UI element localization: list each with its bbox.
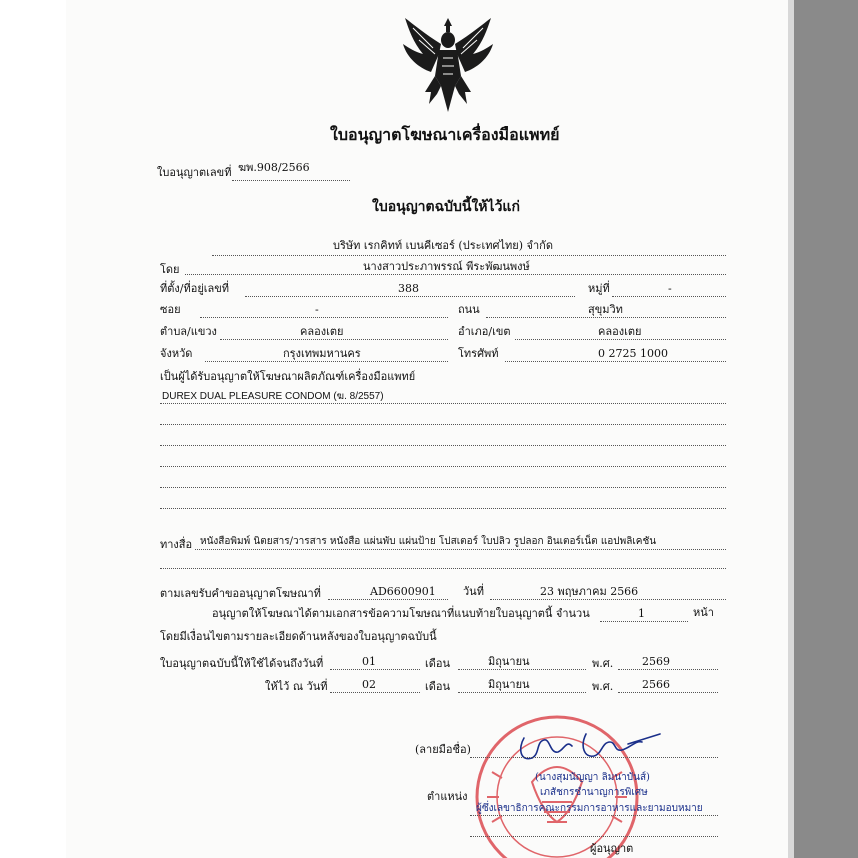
channels-value: หนังสือพิมพ์ นิตยสาร/วารสาร หนังสือ แผ่นพับ แผ่นป้าย โปสเตอร์ ใบปลิว รูปลอก อินเตอร์เน็ต แอปพลิเคชัน xyxy=(200,536,657,547)
pages-text: อนุญาตให้โฆษณาได้ตามเอกสารข้อความโฆษณาที่แนบท้ายใบอนุญาตนี้ จำนวน xyxy=(212,607,590,620)
left-margin xyxy=(0,0,64,858)
page-shadow xyxy=(788,0,794,858)
handwritten-signature-icon xyxy=(510,728,666,770)
given-month-line xyxy=(458,692,586,693)
soi-line xyxy=(200,317,448,318)
valid-month: มิถุนายน xyxy=(488,655,530,668)
issued-to-heading: ใบอนุญาตฉบับนี้ให้ไว้แก่ xyxy=(372,199,520,215)
valid-year-line xyxy=(618,669,718,670)
product-line-1 xyxy=(160,403,726,404)
license-no-label: ใบอนุญาตเลขที่ xyxy=(157,166,232,179)
given-month-label: เดือน xyxy=(425,680,451,693)
signer-name: (นางสุมนัญญา ลิมนาบันส์) xyxy=(535,772,650,783)
valid-year-label: พ.ศ. xyxy=(592,657,614,670)
by-label: โดย xyxy=(160,263,180,276)
road-value: สุขุมวิท xyxy=(588,303,623,316)
product-line-5 xyxy=(160,487,726,488)
road-label: ถนน xyxy=(458,303,480,316)
phone-value: 0 2725 1000 xyxy=(598,347,668,360)
valid-day-line xyxy=(330,669,420,670)
phone-label: โทรศัพท์ xyxy=(458,347,499,360)
company-name: บริษัท เรกคิทท์ เบนคีเซอร์ (ประเทศไทย) จำกัด xyxy=(333,239,553,252)
company-line xyxy=(212,255,726,256)
moo-line xyxy=(612,296,726,297)
address-no-label: ที่ตั้ง/ที่อยู่เลขที่ xyxy=(160,282,230,295)
amphoe-value: คลองเตย xyxy=(598,325,642,338)
amphoe-line xyxy=(515,339,726,340)
position-line-2 xyxy=(470,836,718,837)
signature-label: (ลายมือชื่อ) xyxy=(415,743,471,756)
request-date: 23 พฤษภาคม 2566 xyxy=(540,585,639,598)
given-day-line xyxy=(330,692,420,693)
product-line-4 xyxy=(160,466,726,467)
recipient-label: เป็นผู้ได้รับอนุญาตให้โฆษณาผลิตภัณฑ์เครื่องมือแพทย์ xyxy=(160,370,416,383)
signer-rank: เภสัชกรชำนาญการพิเศษ xyxy=(540,787,648,798)
address-no: 388 xyxy=(398,282,419,295)
soi-value: - xyxy=(315,303,319,316)
representative-name: นางสาวประภาพรรณ์ พีระพัฒนพงษ์ xyxy=(363,260,530,273)
representative-line xyxy=(185,274,726,275)
tambon-line xyxy=(220,339,448,340)
province-label: จังหวัด xyxy=(160,347,193,360)
product-line-3 xyxy=(160,445,726,446)
signature-line xyxy=(470,757,718,758)
road-line xyxy=(486,317,726,318)
given-label: ให้ไว้ ณ วันที่ xyxy=(265,680,328,693)
phone-line xyxy=(505,361,726,362)
province-value: กรุงเทพมหานคร xyxy=(283,347,361,360)
given-month: มิถุนายน xyxy=(488,678,530,691)
tambon-value: คลองเตย xyxy=(300,325,344,338)
valid-day: 01 xyxy=(362,655,376,668)
position-label: ตำแหน่ง xyxy=(427,790,468,803)
moo-value: - xyxy=(668,282,672,295)
product-name: DUREX DUAL PLEASURE CONDOM (ฆ. 8/2557) xyxy=(162,391,384,402)
moo-label: หมู่ที่ xyxy=(588,282,610,295)
request-date-label: วันที่ xyxy=(463,585,484,598)
given-year-label: พ.ศ. xyxy=(592,680,614,693)
tambon-label: ตำบล/แขวง xyxy=(160,325,217,338)
license-no-line xyxy=(232,180,350,181)
conditions-text: โดยมีเงื่อนไขตามรายละเอียดด้านหลังของใบอนุญาตฉบับนี้ xyxy=(160,630,437,643)
request-no: AD6600901 xyxy=(370,585,436,598)
valid-month-label: เดือน xyxy=(425,657,451,670)
valid-label: ใบอนุญาตฉบับนี้ให้ใช้ได้จนถึงวันที่ xyxy=(160,657,324,670)
channels-label: ทางสื่อ xyxy=(160,538,193,551)
pages-unit: หน้า xyxy=(693,606,714,619)
address-no-line xyxy=(245,296,575,297)
pages-count: 1 xyxy=(638,607,645,620)
channels-line-1 xyxy=(195,549,726,550)
province-line xyxy=(205,361,448,362)
signer-position: ผู้ซึ่งเลขาธิการคณะกรรมการอาหารและยามอบหมาย xyxy=(476,803,703,814)
request-date-line xyxy=(490,599,726,600)
product-line-6 xyxy=(160,508,726,509)
valid-year: 2569 xyxy=(642,655,670,668)
valid-month-line xyxy=(458,669,586,670)
document-title: ใบอนุญาตโฆษณาเครื่องมือแพทย์ xyxy=(330,125,560,144)
amphoe-label: อำเภอ/เขต xyxy=(458,325,511,338)
license-no: ฆพ.908/2566 xyxy=(238,161,310,174)
product-line-2 xyxy=(160,424,726,425)
position-line-1 xyxy=(470,815,718,816)
channels-line-2 xyxy=(160,568,726,569)
request-label: ตามเลขรับคำขออนุญาตโฆษณาที่ xyxy=(160,587,321,600)
soi-label: ซอย xyxy=(160,303,181,316)
right-margin xyxy=(794,0,858,858)
pages-line xyxy=(600,621,688,622)
garuda-emblem-icon xyxy=(395,14,501,116)
given-year: 2566 xyxy=(642,678,670,691)
licensor-label: ผู้อนุญาต xyxy=(590,842,634,855)
request-no-line xyxy=(328,599,448,600)
given-year-line xyxy=(618,692,718,693)
given-day: 02 xyxy=(362,678,376,691)
